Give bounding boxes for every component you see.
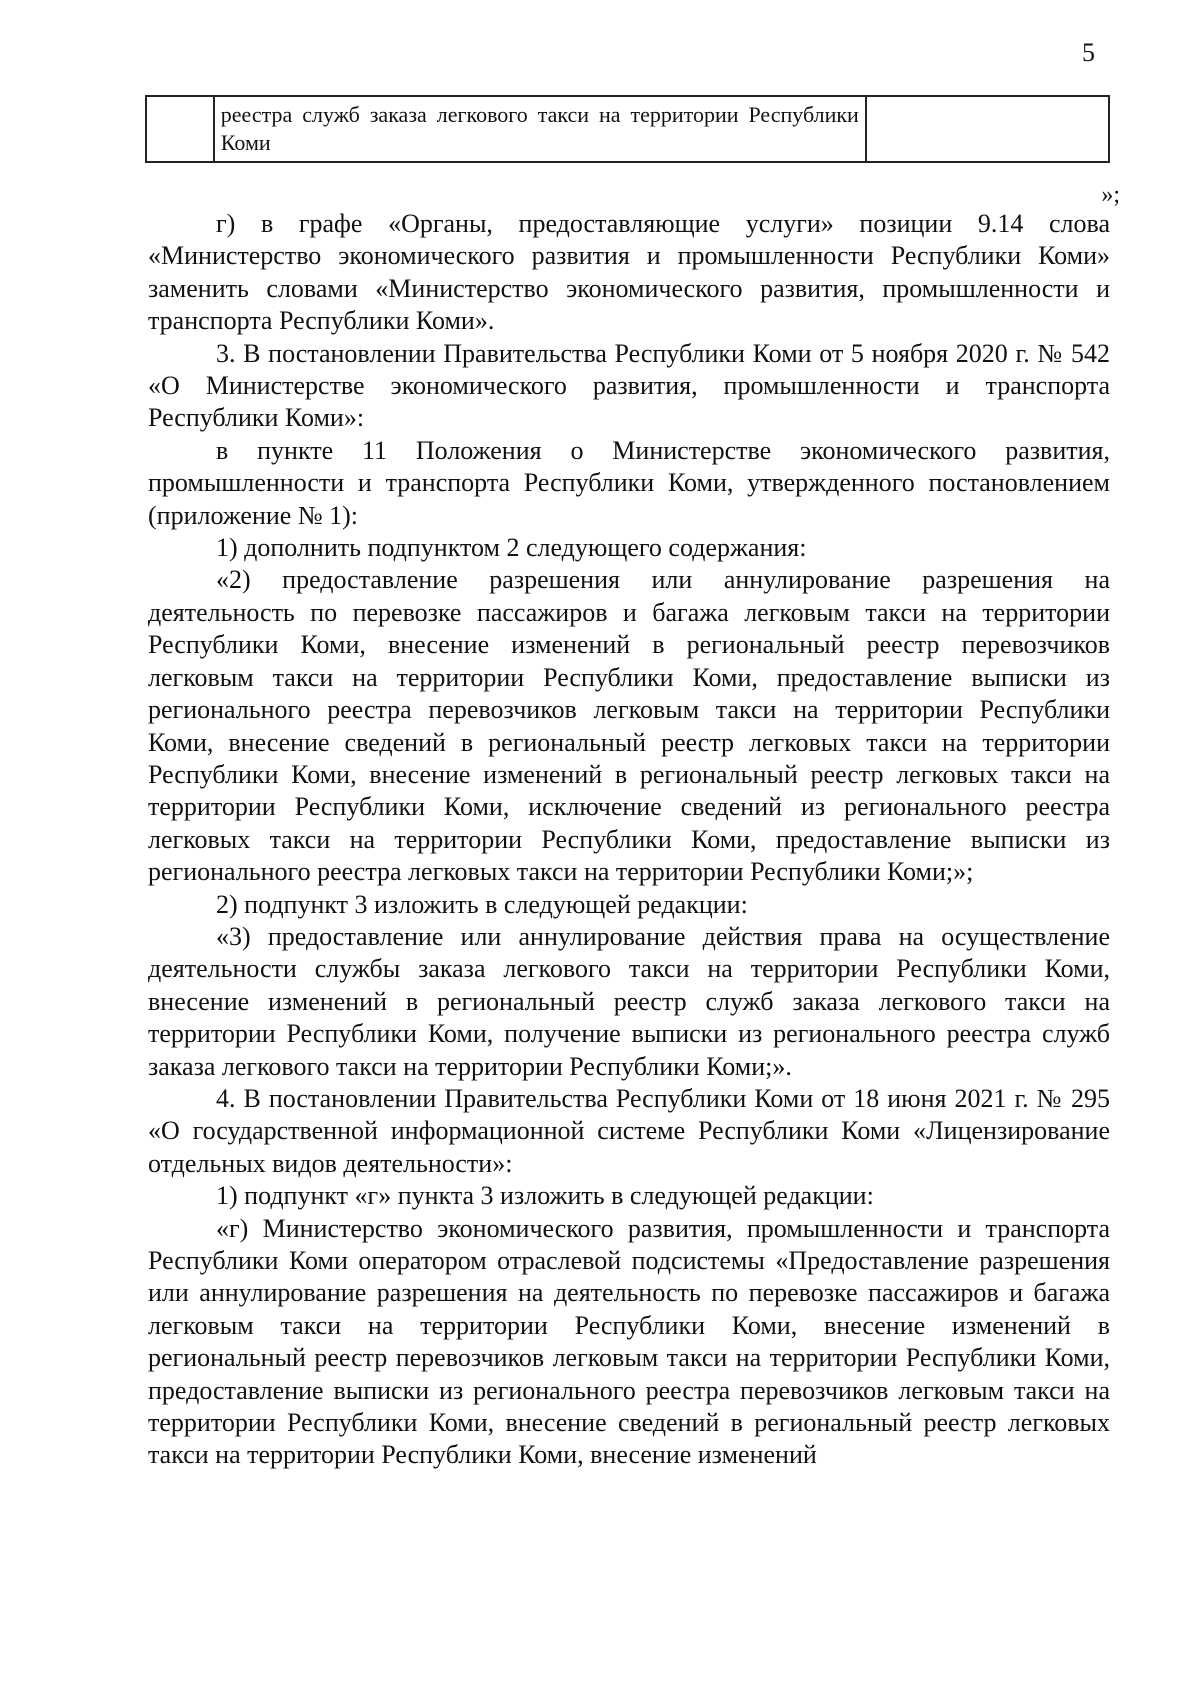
paragraph-item-3-sub-2-text: «3) предоставление или аннулирование действия права на осуществление деятельности службы заказа легкового такси на территории Республики Коми, внесение изменений в региональный реестр служб заказа легкового такси на территории Республики Коми, получение выписки из регионального реестра служб заказа легкового такси на территории Республики Коми;». [148,921,1110,1081]
paragraph-item-3-sub-1-text: «2) предоставление разрешения или аннулирование разрешения на деятельность по перевозке пассажиров и багажа легковым такси на территории Республики Коми, внесение изменений в региональный реестр перевозчиков легковым такси на территории Республики Коми, предоставление выписки из регионального реестра перевозчиков легковым такси на территории Республики Коми, внесение сведений в региональный реестр легковых такси на территории Республики Коми, внесение изменений в региональный реестр легковых такси на территории Республики Коми, исключение сведений из регионального реестра легковых такси на территории Республики Коми, предоставление выписки из регионального реестра легковых такси на территории Республики Коми;»; [148,565,1110,887]
table-cell-number [146,96,214,162]
paragraph-item-4-sub-1: 1) подпункт «г» пункта 3 изложить в следующей редакции: [216,1181,874,1211]
paragraph-amendment-g: г) в графе «Органы, предоставляющие услуги» позиции 9.14 слова «Министерство экономического развития и промышленности Республики Коми» заменить словами «Министерство экономического развития, промышленности и транспорта Республики Коми». [148,209,1110,336]
closing-quote-mark: »; [1101,182,1120,208]
table-cell-service: реестра служб заказа легкового такси на территории Республики Коми [214,96,866,162]
document-body [148,208,1110,1472]
paragraph-item-4: 4. В постановлении Правительства Республики Коми от 18 июня 2021 г. № 295 «О государственной информационной системе Республики Коми «Лицензирование отдельных видов деятельности»: [148,1083,1110,1178]
paragraph-item-3-sub-1: 1) дополнить подпунктом 2 следующего содержания: [216,533,807,563]
table-cell-agency [866,96,1109,162]
paragraph-item-4-sub-1-text: «г) Министерство экономического развития, промышленности и транспорта Республики Коми оператором отраслевой подсистемы «Предоставление разрешения или аннулирование разрешения на деятельность по перевозке пассажиров и багажа легковым такси на территории Республики Коми, внесение изменений в региональный реестр перевозчиков легковым такси на территории Республики Коми, предоставление выписки из регионального реестра перевозчиков легковым такси на территории Республики Коми, внесение сведений в региональный реестр легковых такси на территории Республики Коми, внесение изменений [148,1213,1110,1470]
paragraph-item-3-sub-2: 2) подпункт 3 изложить в следующей редакции: [216,889,748,919]
paragraph-item-3: 3. В постановлении Правительства Республики Коми от 5 ноября 2020 г. № 542 «О Министерстве экономического развития, промышленности и транспорта Республики Коми»: [148,338,1110,433]
table-fragment [145,95,1110,163]
page-number: 5 [1082,38,1095,67]
paragraph-item-3-intro: в пункте 11 Положения о Министерстве экономического развития, промышленности и транспорта Республики Коми, утвержденного постановлением (приложение № 1): [148,435,1110,530]
table-row [146,96,1109,162]
